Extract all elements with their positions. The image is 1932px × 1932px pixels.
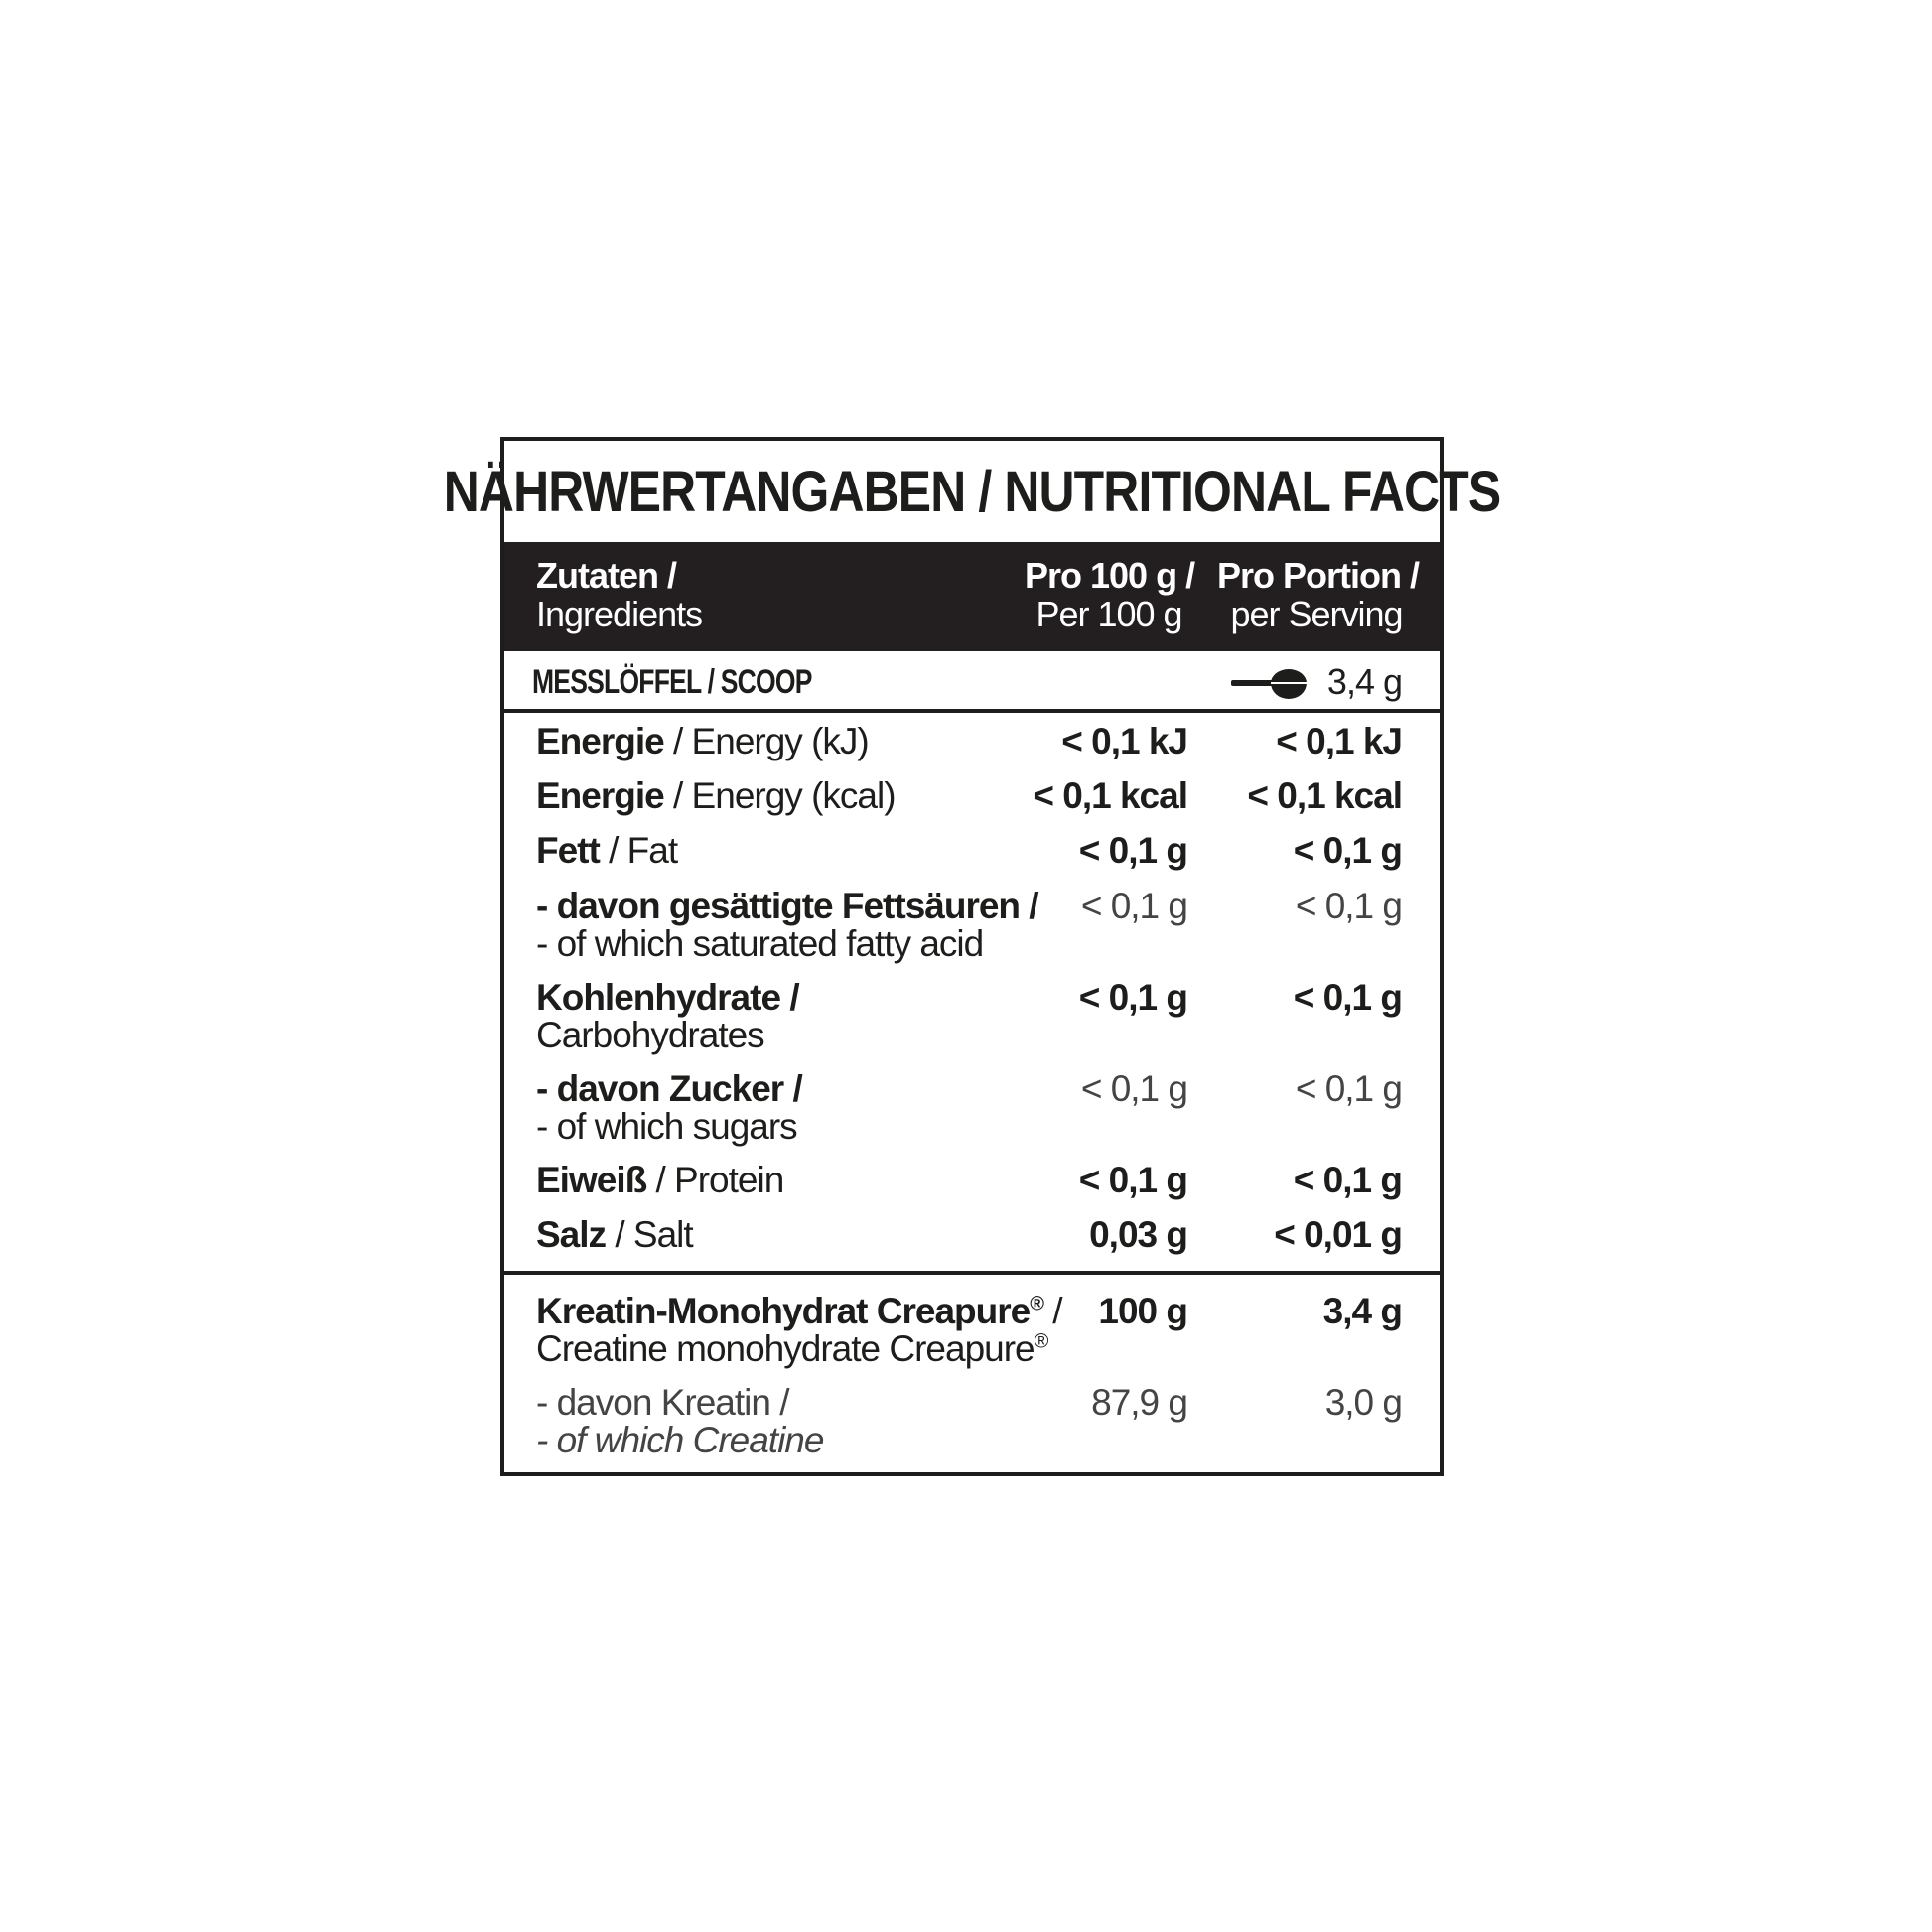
scoop-row [504,651,1440,713]
value-per-100g: 87,9 g [1091,1382,1187,1423]
section-divider [504,1271,1440,1275]
creatine-name: Kreatin-Monohydrat Creapure® / Creatine monohydrate Creapure® [536,1291,1062,1369]
scoop-value: 3,4 g [1326,661,1402,702]
header-ingredients: Zutaten / Ingredients [536,555,703,634]
value-per-serving: < 0,1 g [1293,1160,1402,1200]
value-per-serving: < 0,1 kJ [1276,721,1402,761]
nutrition-label [443,437,1501,1476]
value-per-serving: < 0,1 g [1293,830,1402,871]
value-per-100g: < 0,1 kcal [1033,775,1187,816]
nutrient-name: Salz / Salt [536,1214,693,1255]
value-per-100g: 100 g [1098,1291,1187,1331]
scoop-label: MESSLÖFFEL / SCOOP [532,663,812,701]
header-per-serving: Pro Portion / per Serving [1217,555,1419,634]
value-per-serving: < 0,1 g [1293,977,1402,1018]
nutrient-name: - davon Zucker / - of which sugars [536,1068,802,1147]
value-per-100g: < 0,1 g [1080,886,1187,926]
creatine-sub-name: - davon Kreatin / - of which Creatine [536,1382,824,1460]
value-per-100g: < 0,1 kJ [1061,721,1187,761]
value-per-serving: < 0,1 kcal [1247,775,1402,816]
value-per-serving: < 0,01 g [1274,1214,1402,1255]
scoop-icon [1231,665,1311,701]
nutrient-name: Kohlenhydrate / Carbohydrates [536,977,799,1055]
nutrient-name: Eiweiß / Protein [536,1160,784,1200]
nutrient-name: Energie / Energy (kJ) [536,721,869,761]
value-per-serving: < 0,1 g [1295,1068,1402,1109]
value-per-100g: < 0,1 g [1078,830,1187,871]
label-title: NÄHRWERTANGABEN / NUTRITIONAL FACTS [443,459,1501,524]
value-per-serving: < 0,1 g [1295,886,1402,926]
value-per-100g: < 0,1 g [1078,977,1187,1018]
value-per-serving: 3,4 g [1322,1291,1402,1331]
nutrient-name: - davon gesättigte Fettsäuren / - of which saturated fatty acid [536,886,1038,964]
table-header [504,542,1440,651]
value-per-100g: < 0,1 g [1078,1160,1187,1200]
nutrient-name: Energie / Energy (kcal) [536,775,896,816]
header-per-100g: Pro 100 g / Per 100 g [1025,555,1195,634]
value-per-100g: < 0,1 g [1080,1068,1187,1109]
nutrient-name: Fett / Fat [536,830,678,871]
value-per-100g: 0,03 g [1089,1214,1187,1255]
value-per-serving: 3,0 g [1324,1382,1402,1423]
